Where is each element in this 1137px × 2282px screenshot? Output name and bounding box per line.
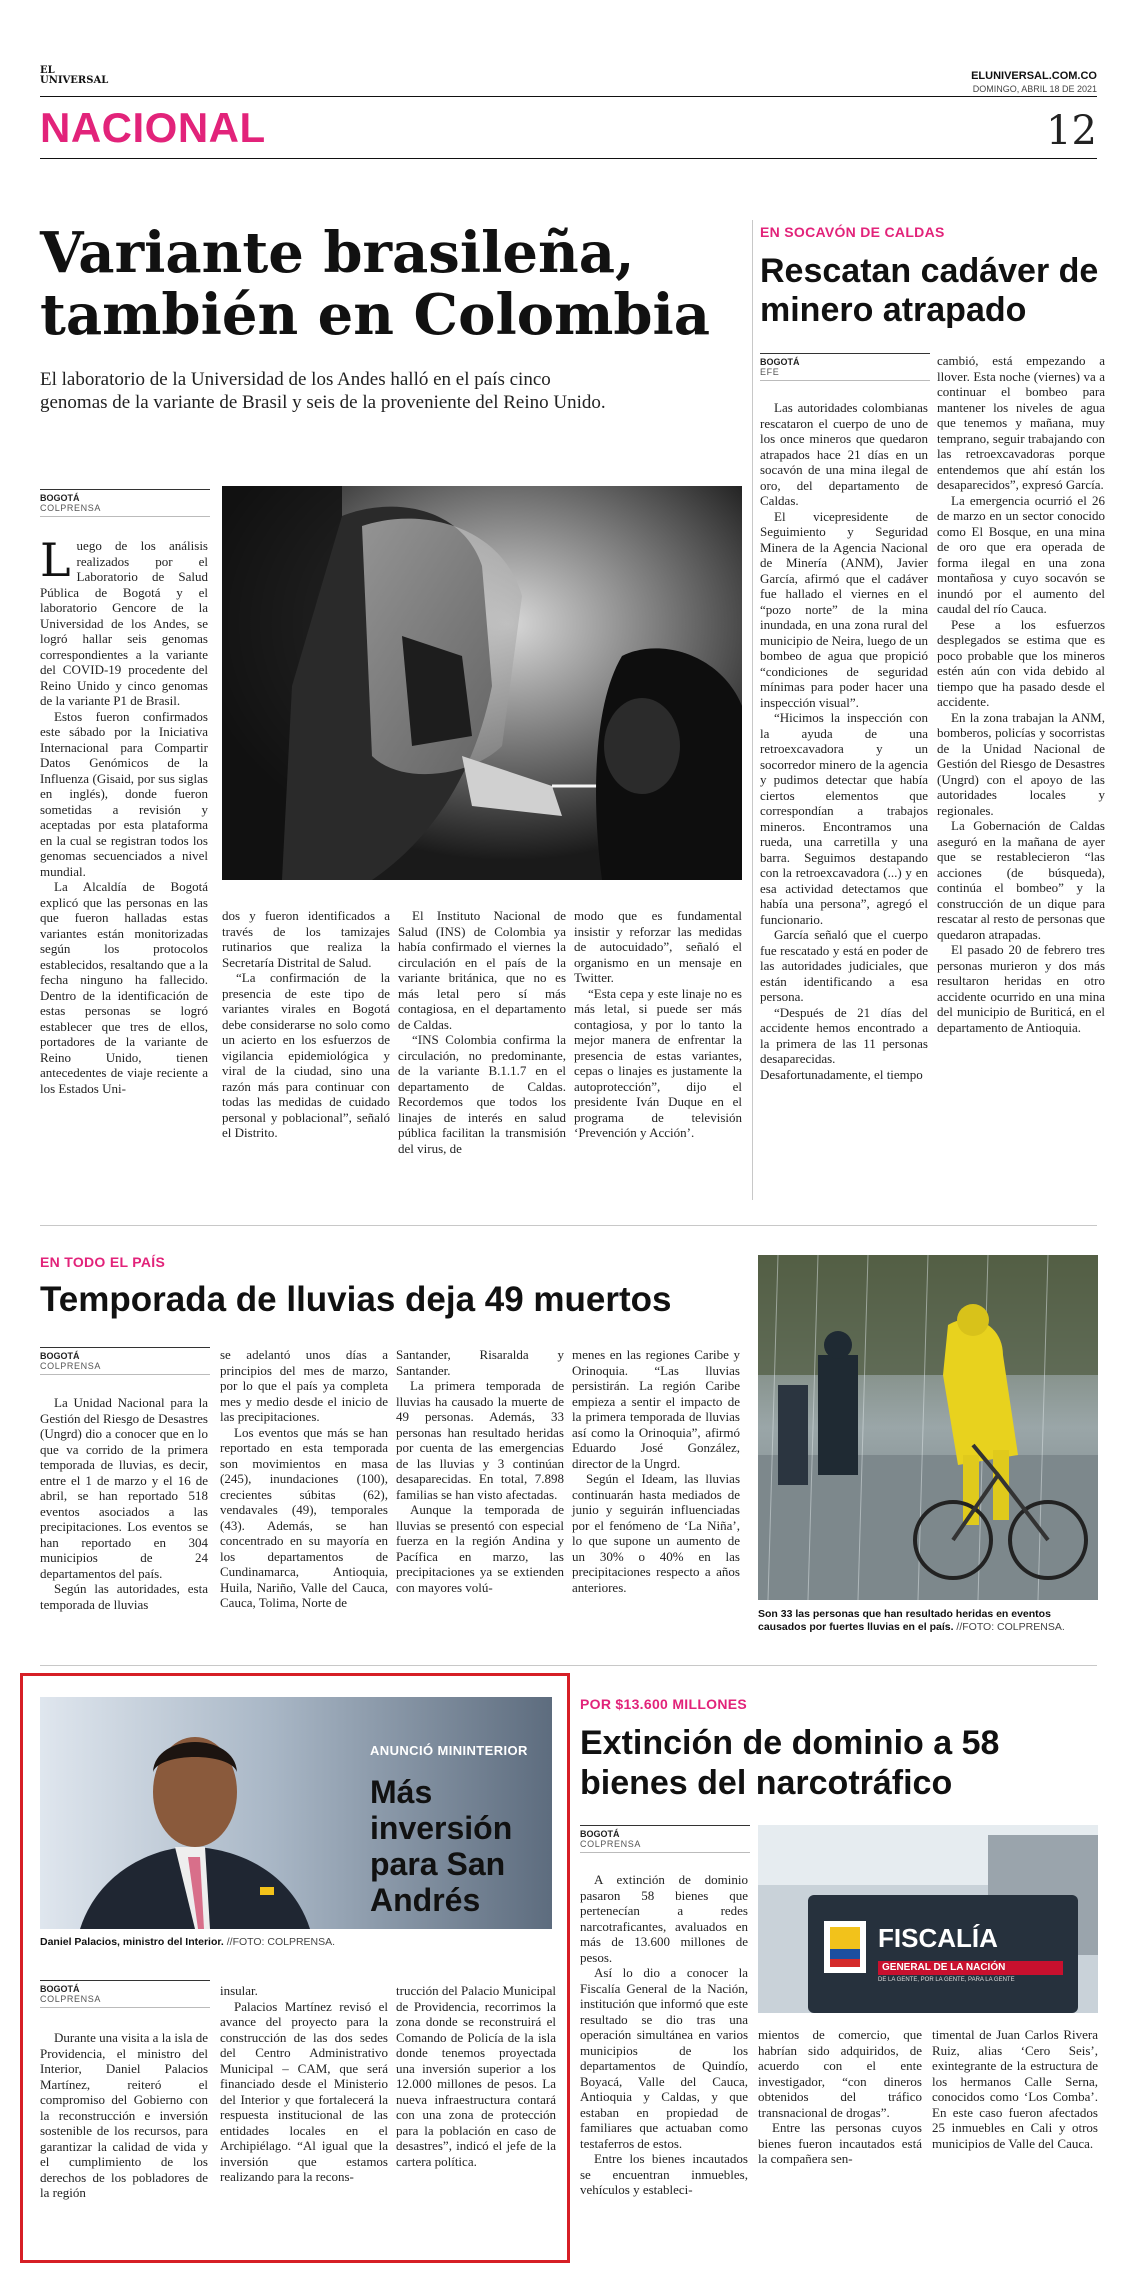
masthead-rule — [40, 96, 1097, 97]
san-andres-kicker: ANUNCIÓ MININTERIOR — [370, 1743, 528, 1758]
paragraph: se adelantó unos días a principios del mes de marzo, por lo que el país ya completa mes y medio desde el inicio de las precipitaciones. — [220, 1347, 388, 1424]
side-dateline — [760, 353, 930, 387]
lead-photo — [222, 486, 742, 880]
paragraph: “La confirmación de la presencia de este tipo de variantes virales en Bogotá debe considerarse no solo como un acierto en los esfuerzos de vigilancia epidemiológica y viral de la ciudad, sino una razón más para continuar con todas las medidas de cuidado personal y poblacional”, señaló el Distrito. — [222, 970, 390, 1140]
section-divider — [40, 1665, 1097, 1666]
paragraph: “Después de 21 días del accidente hemos encontrado a la primera de las 11 personas desaparecidas. Desafortunadamente, el tiempo — [760, 1004, 928, 1082]
paragraph: trucción del Palacio Municipal de Providencia, recorrimos la zona donde se reconstruirá el Comando de Policía de la isla donde tenemos proyectada una inversión superior a los 12.000 millones de pesos. La nueva infraestructura contará con una zona de protección para la población en caso de desastres”, indicó el jefe de la cartera política. — [396, 1983, 556, 2169]
san-andres-column-2 — [220, 1983, 388, 2185]
dateline-city: BOGOTÁ — [580, 1825, 750, 1839]
extincion-column-2 — [758, 2027, 922, 2167]
swab-test-photo — [222, 486, 742, 880]
column-divider — [752, 220, 753, 1200]
section-rule — [40, 158, 1097, 159]
extincion-headline: Extinción de dominio a 58 bienes del narcotráfico — [580, 1724, 1000, 1802]
paragraph: uego de los análisis realizados por el Laboratorio de Salud Pública de Bogotá y el laboratorio Gencore de la Universidad de los Andes, se logró hallar seis genomas correspondientes a la variante del COVID-19 procedente del Reino Unido y cinco genomas de la variante P1 de Brasil. — [40, 538, 208, 708]
lead-column-3 — [398, 908, 566, 1156]
dateline-source: COLPRENSA — [40, 1994, 210, 2008]
paragraph: dos y fueron identificados a través de los tamizajes rutinarios que realiza la Secretaría Distrital de Salud. — [222, 908, 390, 970]
extincion-kicker: POR $13.600 MILLONES — [580, 1696, 748, 1712]
extincion-column-3 — [932, 2027, 1098, 2151]
paragraph: En la zona trabajan la ANM, bomberos, policías y socorristas de la Unidad Nacional de Gestión del Riesgo de Desastres (Ungrd) con el apoyo de las autoridades locales y regionales. — [937, 709, 1105, 818]
lead-headline: Variante brasileña, también en Colombia — [40, 220, 711, 348]
paragraph: Así lo dio a conocer la Fiscalía General de la Nación, institución que informó que este resultado se dio tras una operación simultánea en varios municipios de los departamentos de Quindío, Boyacá, Valle del Cauca, Antioquia y Caldas, y que estaban en propiedad de familiares que actuaban como testaferros de estos. — [580, 1965, 748, 2151]
paragraph: Las autoridades colombianas rescataron el cuerpo de uno de los once mineros que quedaron atrapados hace 21 días en un socavón de una mina ilegal de oro, del departamento de Caldas. — [760, 400, 928, 508]
paragraph: El vicepresidente de Seguimiento y Seguridad Minera de la Agencia Nacional de Minería (ANM), Javier García, afirmó que el cadáver fue hallado el viernes en el “pozo norte” de la mina inundada, en una zona rural del municipio de Neira, luego de un bombeo de agua que propició “condiciones de seguridad mínimas para poder hacer una inspección visual”. — [760, 508, 928, 710]
paragraph: Santander, Risaralda y Santander. — [396, 1347, 564, 1378]
fiscalia-sign-photo — [758, 1825, 1098, 2013]
caption-text: Daniel Palacios, ministro del Interior. — [40, 1936, 224, 1948]
paragraph: insular. — [220, 1983, 258, 1998]
side-kicker: EN SOCAVÓN DE CALDAS — [760, 224, 945, 240]
lead-column-1 — [40, 533, 208, 1096]
paragraph: cambió, está empezando a llover. Esta noche (viernes) va a continuar el bombeo para mantener los niveles de agua que tenemos y mañana, muy temprano, seguir trabajando con las retroexcavadoras porque entendemos que ahí están los desaparecidos”, expresó García. — [937, 353, 1105, 492]
paragraph: El Instituto Nacional de Salud (INS) de Colombia ya había confirmado el viernes la circulación en el país de la variante británica, que no es más letal pero sí más contagiosa, en el departamento de Caldas. — [398, 908, 566, 1032]
paragraph: La emergencia ocurrió el 26 de marzo en un sector conocido como El Bosque, en una mina de oro que era operada de forma ilegal en una zona montañosa y cuyo socavón se inundó por el aumento del caudal del río Cauca. — [937, 492, 1105, 616]
rain-photo — [758, 1255, 1098, 1600]
fiscalia-photo — [758, 1825, 1098, 2013]
sign-title: FISCALÍA — [878, 1923, 998, 1953]
masthead-info — [971, 70, 1097, 94]
dateline-source: EFE — [760, 367, 930, 381]
paragraph: modo que es fundamental insistir y reforzar las medidas de autocuidado”, señaló el organismo en un mensaje en Twitter. — [574, 908, 742, 985]
side-headline: Rescatan cadáver de minero atrapado — [760, 252, 1099, 329]
dateline-city: BOGOTÁ — [40, 1347, 210, 1361]
section-divider — [40, 1225, 1097, 1226]
drop-cap: L — [40, 533, 71, 587]
extincion-column-1 — [580, 1872, 748, 2198]
paragraph: La primera temporada de lluvias ha causado la muerte de 49 personas. Además, 33 personas han resultado heridas por cuenta de las emergencias de las lluvias y 3 continúan desaparecidas. En total, 7.898 familias se han visto afectadas. — [396, 1378, 564, 1502]
rain-kicker: EN TODO EL PAÍS — [40, 1254, 166, 1270]
dateline-source: COLPRENSA — [40, 1361, 210, 1375]
paragraph: García señaló que el cuerpo fue rescatado y está en poder de las autoridades judiciales, que están identificando a esa persona. — [760, 927, 928, 1004]
lead-deck: El laboratorio de la Universidad de los Andes halló en el país cinco genomas de la variante de Brasil y seis de la proveniente del Reino Unido. — [40, 369, 606, 413]
paragraph: La Alcaldía de Bogotá explicó que las personas en las que fueron halladas estas variantes están monitorizadas según los protocolos establecidos, resaltando que a la fecha ninguno ha fallecido. Dentro de la identificación de estas personas se logró establecer que tres de ellos, portadores de la variante de Reino Unido, tienen antecedentes de viaje reciente a los Estados Uni- — [40, 879, 208, 1096]
lead-dateline — [40, 489, 210, 523]
dateline-source: COLPRENSA — [580, 1839, 750, 1853]
paragraph: Según las autoridades, esta temporada de lluvias — [40, 1581, 208, 1612]
paragraph: timental de Juan Carlos Rivera Ruiz, alias ‘Cero Seis’, exintegrante de la estructura de los hermanos Calle Serna, conocidos como ‘Los Comba’. En este caso fueron afectados 25 inmuebles en Cali y otros municipios de Valle del Cauca. — [932, 2027, 1098, 2151]
lead-column-4 — [574, 908, 742, 1141]
paragraph: Durante una visita a la isla de Providencia, el ministro del Interior, Daniel Palacios Martínez, reiteró el compromiso del Gobierno con la reconstrucción e inversión sostenible de los recursos, para garantizar la calidad de vida y el cumplimiento de los derechos de los pobladores de la región — [40, 2030, 208, 2200]
sign-tagline: DE LA GENTE, POR LA GENTE, PARA LA GENTE — [878, 1977, 1015, 1983]
paragraph: “Hicimos la inspección con la ayuda de una retroexcavadora y un socorredor minero de la agencia y pudimos detectar que había ciertos elementos que correspondían a trabajos mineros. Encontramos una rueda, una carretilla y una barra. Seguimos destapando con la retroexcavadora (...) y en esa actividad detectamos que había una persona”, agregó el funcionario. — [760, 710, 928, 927]
masthead-logo: EL UNIVERSAL — [40, 65, 109, 86]
dateline-city: BOGOTÁ — [40, 489, 210, 503]
paragraph: La Unidad Nacional para la Gestión del Riesgo de Desastres (Ungrd) dio a conocer que en lo que va corrido de la primera temporada de lluvias, es decir, entre el 1 de marzo y el 16 de abril, se han reportado 518 eventos asociados a las precipitaciones. Los eventos se han reportado en 304 municipios de 24 departamentos del país. — [40, 1395, 208, 1581]
minister-caption — [40, 1936, 552, 1949]
side-column-1 — [760, 400, 928, 1082]
lead-column-2 — [222, 908, 390, 1141]
rain-column-3 — [396, 1347, 564, 1595]
dateline-city: BOGOTÁ — [40, 1980, 210, 1994]
caption-credit: //FOTO: COLPRENSA. — [953, 1621, 1065, 1633]
san-andres-headline: Más inversión para San Andrés — [370, 1774, 513, 1918]
minister-photo — [40, 1697, 552, 1929]
rain-caption — [758, 1608, 1098, 1634]
paragraph: Estos fueron confirmados este sábado por la Iniciativa Internacional para Compartir Datos Genómicos de la Influenza (Gisaid, por sus siglas en inglés), donde fueron sometidas a revisión y aceptadas por esta plataforma en la cual se registran todos los genomas secuenciados a nivel mundial. — [40, 708, 208, 879]
san-andres-column-3 — [396, 1983, 556, 2169]
paragraph: Aunque la temporada de lluvias se presentó con especial fuerza en la región Andina y Pacífica en marzo, las precipitaciones ya se extienden con mayores volú- — [396, 1502, 564, 1595]
paragraph: Pese a los esfuerzos desplegados se estima que es poco probable que los mineros estén aún con vida debido al tiempo que ha pasado desde el accidente. — [937, 616, 1105, 709]
paragraph: Los eventos que más se han reportado en esta temporada son movimientos en masa (245), inundaciones (100), crecientes súbitas (62), vendavales (49), temporales (43). Además, se han concentrado en su mayoría en los departamentos de Cundinamarca, Antioquia, Huila, Nariño, Valle del Cauca, Cauca, Tolima, Norte de — [220, 1424, 388, 1610]
paragraph: Entre las personas cuyos bienes fueron incautados está la compañera sen- — [758, 2120, 922, 2166]
dateline-source: COLPRENSA — [40, 503, 210, 517]
paragraph: menes en las regiones Caribe y Orinoquia. “Las lluvias persistirán. La región Caribe empieza a sentir el impacto de la primera temporada de lluvias así como la Orinoquia”, afirmó Eduardo José González, director de la Ungrd. — [572, 1347, 740, 1471]
paragraph: La Gobernación de Caldas aseguró en la mañana de ayer que se restablecieron “las acciones (de búsqueda), continúa el bombeo” y la construcción de un dique para rescatar al resto de personas que quedaron atrapadas. — [937, 818, 1105, 942]
site-url[interactable]: ELUNIVERSAL.COM.CO — [971, 70, 1097, 82]
rain-column-2 — [220, 1347, 388, 1611]
section-title: NACIONAL — [40, 104, 266, 151]
sign-subtitle: GENERAL DE LA NACIÓN — [882, 1962, 1006, 1973]
paragraph: mientos de comercio, que habrían sido adquiridos, de acuerdo con el ente investigador, “con dineros obtenidos del tráfico transnacional de drogas”. — [758, 2027, 922, 2120]
paragraph: Según el Ideam, las lluvias continuarán hasta mediados de junio y seguirán influenciadas por el fenómeno de ‘La Niña’, lo que supone un aumento de un 30% o 40% en las precipitaciones respecto a años anteriores. — [572, 1471, 740, 1595]
paragraph: “Esta cepa y este linaje no es más letal, si puede ser más contagiosa, y por lo tanto la mejor manera de enfrentar la presencia de estas variantes, cepas o linajes es justamente la autoprotección”, dijo el presidente Iván Duque en el programa de televisión ‘Prevención y Acción’. — [574, 985, 742, 1140]
san-andres-column-1 — [40, 2030, 208, 2201]
rain-headline: Temporada de lluvias deja 49 muertos — [40, 1280, 672, 1319]
rain-column-4 — [572, 1347, 740, 1595]
issue-date: DOMINGO, ABRIL 18 DE 2021 — [972, 84, 1097, 94]
paragraph: Entre los bienes incautados se encuentran inmuebles, vehículos y estableci- — [580, 2151, 748, 2197]
paragraph: “INS Colombia confirma la circulación, no predominante, de la variante B.1.1.7 en el departamento de Caldas. Recordemos que todos los linajes de interés en salud pública facilitan la transmisión del virus, de — [398, 1032, 566, 1156]
rain-dateline — [40, 1347, 210, 1381]
cyclist-in-rain-photo — [758, 1255, 1098, 1600]
san-andres-dateline — [40, 1980, 210, 2014]
page-number: 12 — [1046, 108, 1097, 154]
side-column-2 — [937, 353, 1105, 1035]
extincion-dateline — [580, 1825, 750, 1859]
paragraph: A extinción de dominio pasaron 58 bienes que pertenecían a redes narcotraficantes, avaluados en más de 13.600 millones de pesos. — [580, 1872, 748, 1965]
photo-overlay-text — [370, 1743, 540, 1918]
caption-credit: //FOTO: COLPRENSA. — [223, 1936, 336, 1948]
paragraph: El pasado 20 de febrero tres personas murieron y dos más resultaron heridas en otro accidente ocurrido en una mina del municipio de Buriticá, en el departamento de Antioquia. — [937, 942, 1105, 1035]
rain-column-1 — [40, 1395, 208, 1612]
dateline-city: BOGOTÁ — [760, 353, 930, 367]
caption-text: Son 33 las personas que han resultado heridas en eventos causados por fuertes lluvias en el país. — [758, 1608, 1051, 1633]
paragraph: Palacios Martínez revisó el avance del proyecto para la construcción de las dos sedes del Centro Administrativo Municipal – CAM, que será financiado desde el Ministerio del Interior y que fortalecerá la respuesta institucional de las entidades locales en el Archipiélago. “Al igual que la inversión que estamos realizando para la recons- — [220, 1998, 388, 2184]
